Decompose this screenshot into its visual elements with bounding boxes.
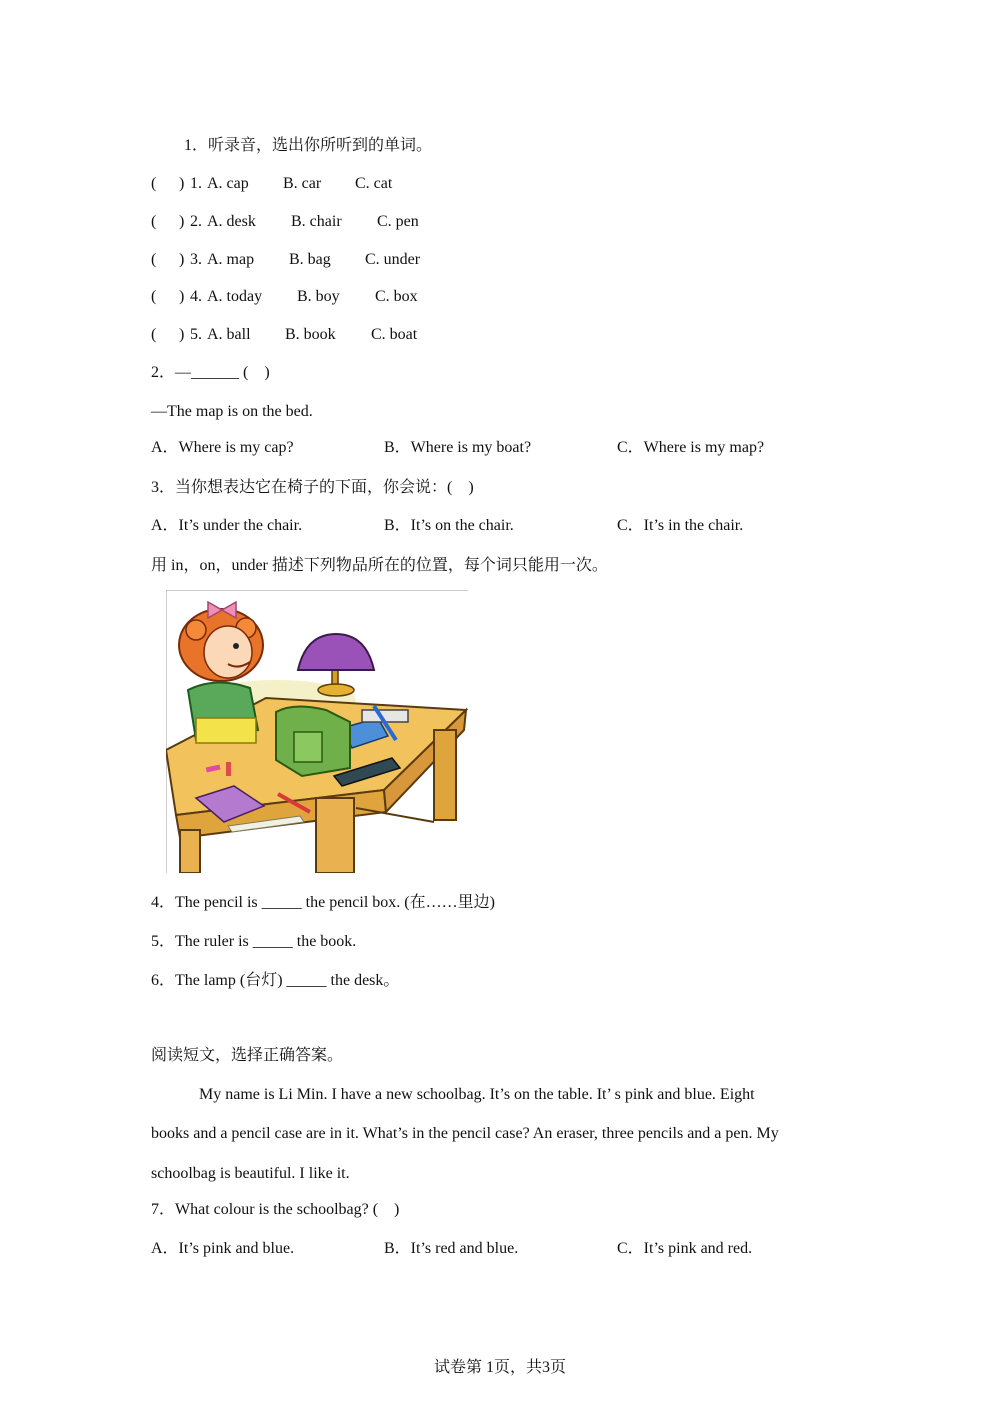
answer-paren-open: ( [151, 326, 157, 343]
answer-paren-close: ) [179, 213, 185, 230]
option-c: C．Where is my map? [617, 439, 765, 456]
question-1-title: 1．听录音，选出你所听到的单词。 [184, 137, 433, 154]
option-c: C．It’s in the chair. [617, 517, 744, 534]
question-5: 5．The ruler is _____ the book. [151, 933, 357, 950]
q3-options [0, 516, 1000, 536]
question-2-reply: —The map is on the bed. [151, 403, 313, 420]
option-a: A. cap [207, 175, 249, 192]
option-a: A. map [207, 251, 255, 268]
option-c: C. box [375, 288, 418, 305]
option-a: A. ball [207, 326, 251, 343]
option-b: B. boy [297, 288, 340, 305]
option-b: B. bag [289, 251, 331, 268]
answer-paren-close: ) [179, 251, 185, 268]
item-number: 2. [190, 213, 202, 230]
option-c: C. boat [371, 326, 418, 343]
page-footer: 试卷第 1页，共3页 [433, 1359, 566, 1376]
question-2-stem: 2．—______ ( ) [151, 364, 270, 381]
answer-paren-open: ( [151, 213, 157, 230]
q1-item-4 [0, 287, 1000, 307]
option-a: A. today [207, 288, 263, 305]
answer-paren-close: ) [179, 326, 185, 343]
answer-paren-close: ) [179, 288, 185, 305]
option-b: B. book [285, 326, 336, 343]
item-number: 4. [190, 288, 202, 305]
answer-paren-open: ( [151, 175, 157, 192]
option-b: B. chair [291, 213, 342, 230]
desk-illustration [166, 590, 468, 873]
q1-item-1 [0, 174, 1000, 194]
option-b: B．Where is my boat? [384, 439, 532, 456]
question-3-stem: 3．当你想表达它在椅子的下面，你会说：( ) [151, 479, 474, 496]
q7-options [0, 1239, 1000, 1259]
answer-paren-open: ( [151, 288, 157, 305]
q2-options [0, 438, 1000, 458]
passage-line-3: schoolbag is beautiful. I like it. [151, 1165, 350, 1182]
item-number: 5. [190, 326, 202, 343]
option-a: A．It’s pink and blue. [151, 1240, 295, 1257]
q1-item-3 [0, 250, 1000, 270]
option-a: A．Where is my cap? [151, 439, 294, 456]
option-c: C. pen [377, 213, 419, 230]
question-4: 4．The pencil is _____ the pencil box. (在……里边) [151, 894, 495, 911]
q1-item-5 [0, 325, 1000, 345]
section-instruction: 用 in，on，under 描述下列物品所在的位置，每个词只能用一次。 [151, 557, 608, 574]
option-b: B. car [283, 175, 322, 192]
answer-paren-open: ( [151, 251, 157, 268]
option-c: C. under [365, 251, 421, 268]
option-c: C. cat [355, 175, 393, 192]
item-number: 3. [190, 251, 202, 268]
option-b: B．It’s on the chair. [384, 517, 514, 534]
answer-paren-close: ) [179, 175, 185, 192]
option-c: C．It’s pink and red. [617, 1240, 753, 1257]
question-6: 6．The lamp (台灯) _____ the desk。 [151, 972, 400, 989]
item-number: 1. [190, 175, 202, 192]
reading-instruction: 阅读短文，选择正确答案。 [151, 1047, 344, 1064]
question-7-stem: 7．What colour is the schoolbag? ( ) [151, 1201, 400, 1218]
passage-line-2: books and a pencil case are in it. What’s in the pencil case? An eraser, three pencils and a pen. My [151, 1125, 779, 1142]
option-a: A．It’s under the chair. [151, 517, 303, 534]
passage-line-1: My name is Li Min. I have a new schoolbag. It’s on the table. It’ s pink and blue. Eight [199, 1086, 755, 1103]
option-b: B．It’s red and blue. [384, 1240, 519, 1257]
option-a: A. desk [207, 213, 256, 230]
q1-item-2 [0, 212, 1000, 232]
